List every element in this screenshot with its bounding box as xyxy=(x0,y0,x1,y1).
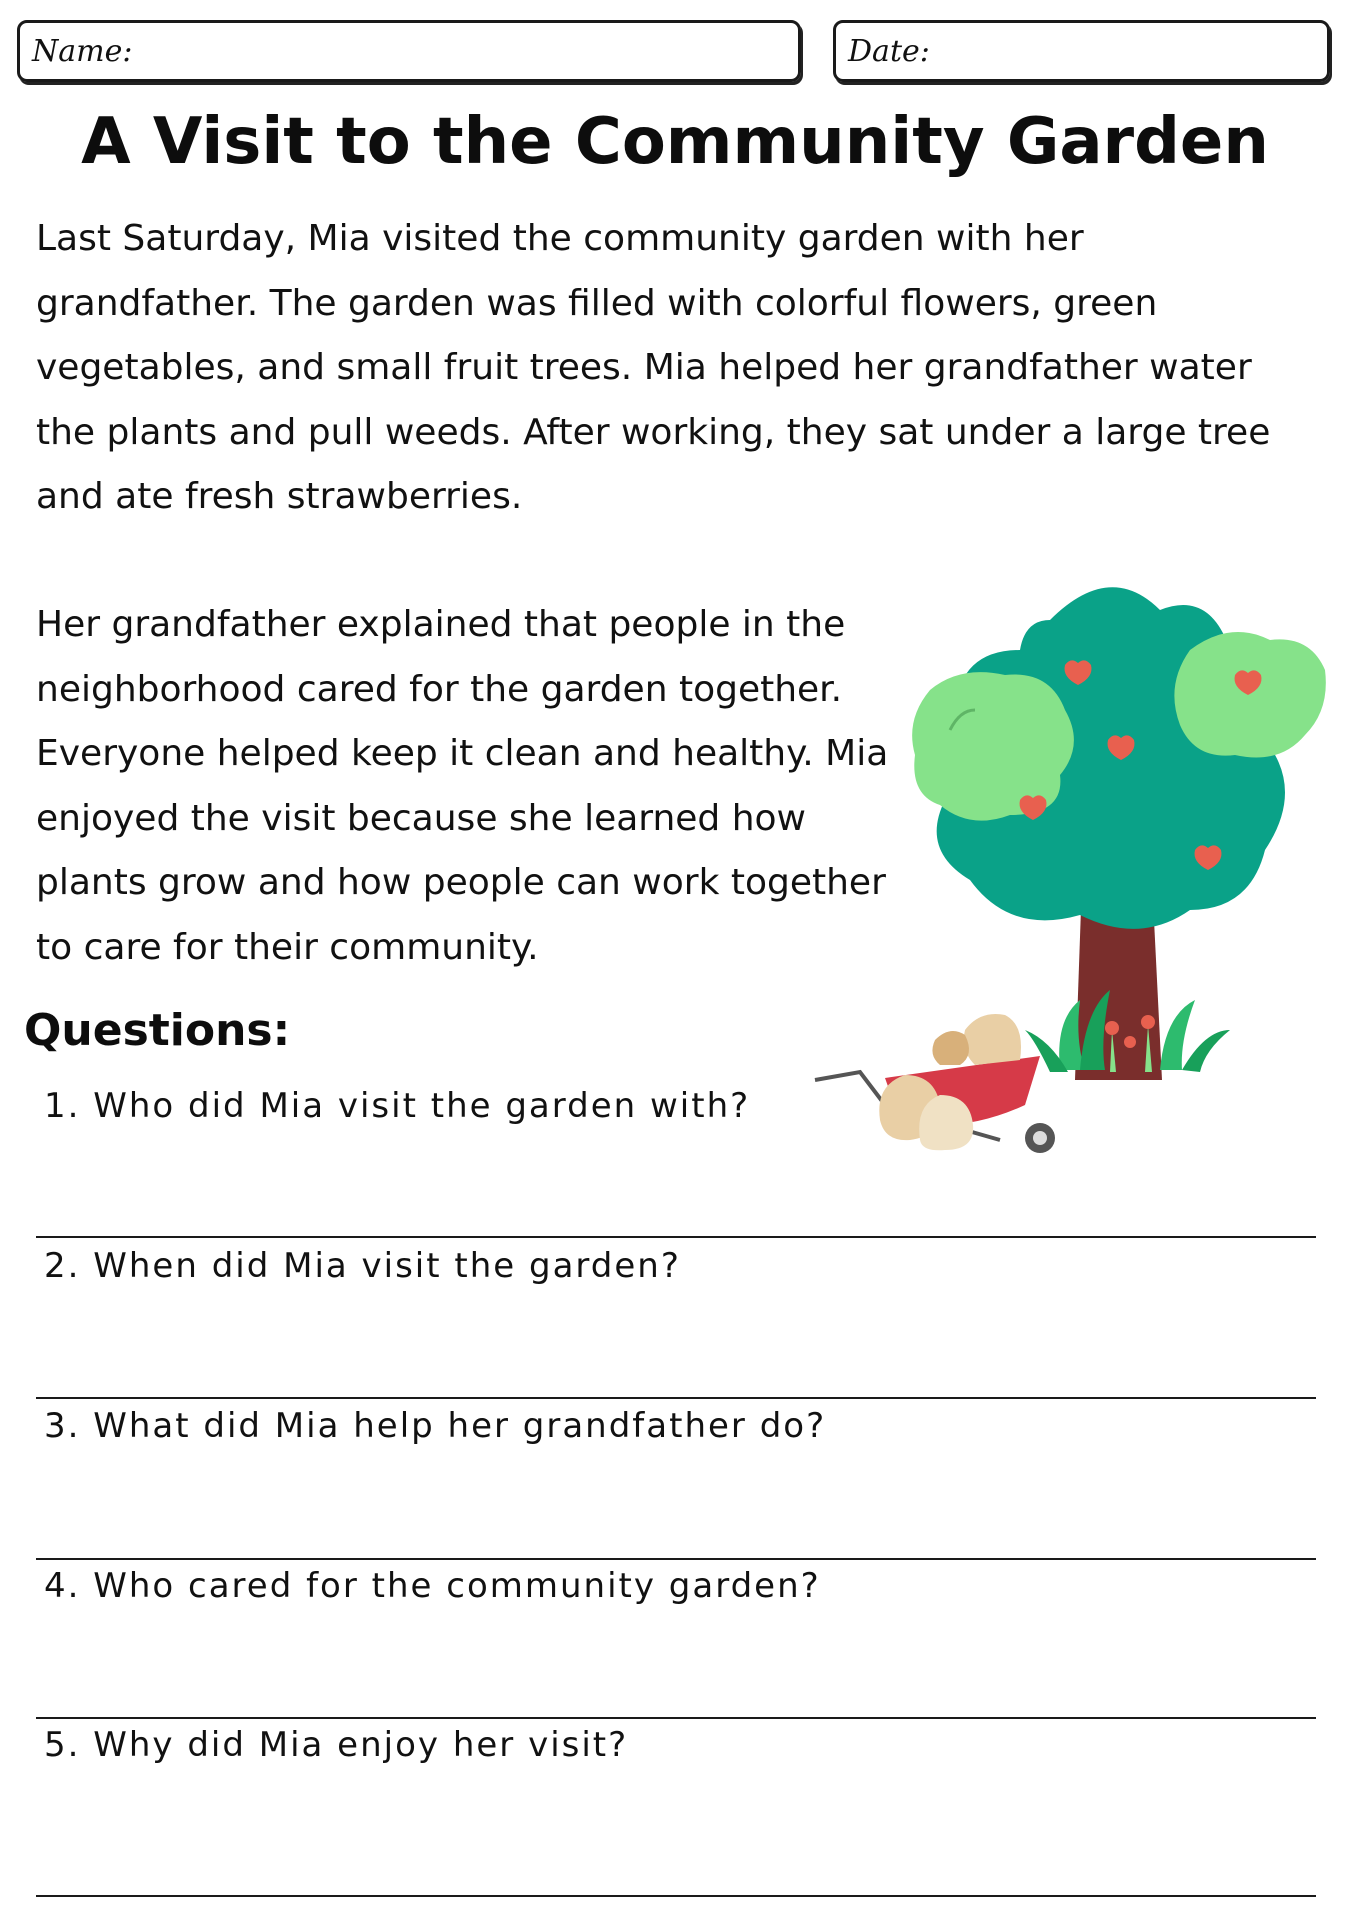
questions-heading: Questions: xyxy=(24,1005,291,1056)
name-field[interactable] xyxy=(17,20,801,82)
answer-line-4[interactable] xyxy=(36,1717,1316,1719)
tree-illustration xyxy=(810,560,1340,1180)
worksheet-title: A Visit to the Community Garden xyxy=(81,105,1269,179)
bush-right xyxy=(1174,632,1325,758)
answer-line-2[interactable] xyxy=(36,1397,1316,1399)
question-1: 1. Who did Mia visit the garden with? xyxy=(44,1086,751,1126)
question-2: 2. When did Mia visit the garden? xyxy=(44,1246,681,1286)
question-4: 4. Who cared for the community garden? xyxy=(44,1566,821,1606)
passage-paragraph-1: Last Saturday, Mia visited the community garden with her grandfather. The garden was filled with colorful flowers, green vegetables, and small fruit trees. Mia helped her grandfather water the plants and pull weeds. After working, they sat under a large tree and ate fresh strawberries. xyxy=(36,218,1271,517)
answer-line-1[interactable] xyxy=(36,1236,1316,1238)
question-5: 5. Why did Mia enjoy her visit? xyxy=(44,1725,629,1765)
answer-line-5[interactable] xyxy=(36,1895,1316,1897)
bush-left xyxy=(912,672,1074,820)
date-label: Date: xyxy=(848,33,930,69)
answer-line-3[interactable] xyxy=(36,1558,1316,1560)
date-field[interactable] xyxy=(833,20,1330,82)
name-label: Name: xyxy=(32,33,133,69)
question-3: 3. What did Mia help her grandfather do? xyxy=(44,1406,827,1446)
passage-paragraph-2: Her grandfather explained that people in the neighborhood cared for the garden together. Everyone helped keep it clean and healthy. Mia enjoyed the visit because she learned how plants grow and how people can work together to care for their community. xyxy=(36,604,889,968)
